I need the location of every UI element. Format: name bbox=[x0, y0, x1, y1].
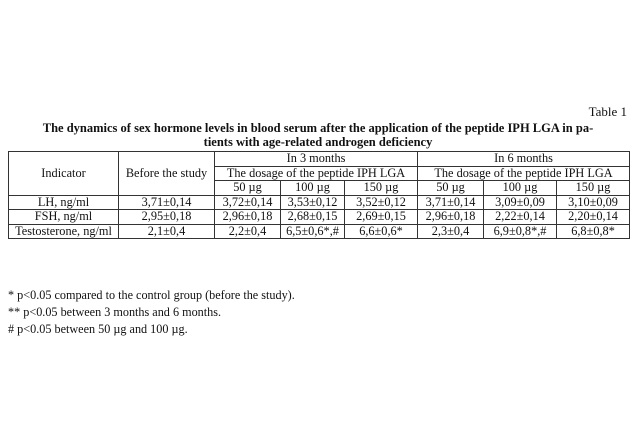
row-indicator: FSH, ng/ml bbox=[9, 210, 119, 225]
table-title-line-1: The dynamics of sex hormone levels in blood serum after the application of the peptide IPH LGA in pa- bbox=[42, 121, 594, 135]
header-before-study: Before the study bbox=[119, 152, 215, 196]
row-value: 3,71±0,14 bbox=[418, 195, 484, 210]
footnotes bbox=[8, 287, 295, 338]
row-value: 6,8±0,8* bbox=[557, 224, 630, 239]
table-row bbox=[9, 195, 630, 210]
table-row bbox=[9, 224, 630, 239]
header-in-6-months: In 6 months bbox=[418, 152, 630, 167]
row-value: 3,09±0,09 bbox=[484, 195, 557, 210]
header-dose: 150 µg bbox=[345, 181, 418, 196]
footnote: ** p<0.05 between 3 months and 6 months. bbox=[8, 305, 222, 319]
table-row bbox=[9, 210, 630, 225]
row-value: 3,52±0,12 bbox=[345, 195, 418, 210]
row-value: 2,96±0,18 bbox=[215, 210, 281, 225]
hormone-table bbox=[8, 151, 630, 239]
header-dose: 100 µg bbox=[484, 181, 557, 196]
row-value: 6,9±0,8*,# bbox=[484, 224, 557, 239]
row-value: 2,22±0,14 bbox=[484, 210, 557, 225]
header-indicator: Indicator bbox=[9, 152, 119, 196]
row-value: 3,10±0,09 bbox=[557, 195, 630, 210]
header-dose: 50 µg bbox=[215, 181, 281, 196]
footnote: * p<0.05 compared to the control group (before the study). bbox=[8, 288, 295, 302]
row-value: 2,68±0,15 bbox=[281, 210, 345, 225]
header-dose: 150 µg bbox=[557, 181, 630, 196]
row-before: 2,95±0,18 bbox=[119, 210, 215, 225]
row-value: 2,3±0,4 bbox=[418, 224, 484, 239]
row-value: 3,53±0,12 bbox=[281, 195, 345, 210]
header-dosage-3-months: The dosage of the peptide IPH LGA bbox=[215, 166, 418, 181]
row-value: 6,6±0,6* bbox=[345, 224, 418, 239]
table-label: Table 1 bbox=[588, 104, 627, 119]
table-title bbox=[10, 121, 626, 149]
header-dose: 100 µg bbox=[281, 181, 345, 196]
row-value: 2,96±0,18 bbox=[418, 210, 484, 225]
row-before: 3,71±0,14 bbox=[119, 195, 215, 210]
row-value: 3,72±0,14 bbox=[215, 195, 281, 210]
row-value: 2,69±0,15 bbox=[345, 210, 418, 225]
header-row-1 bbox=[9, 152, 630, 167]
header-dose: 50 µg bbox=[418, 181, 484, 196]
table-title-line-2: tients with age-related androgen deficiency bbox=[203, 135, 433, 149]
row-value: 6,5±0,6*,# bbox=[281, 224, 345, 239]
header-in-3-months: In 3 months bbox=[215, 152, 418, 167]
footnote: # p<0.05 between 50 µg and 100 µg. bbox=[8, 322, 188, 336]
row-indicator: LH, ng/ml bbox=[9, 195, 119, 210]
row-indicator: Testosterone, ng/ml bbox=[9, 224, 119, 239]
header-dosage-6-months: The dosage of the peptide IPH LGA bbox=[418, 166, 630, 181]
row-value: 2,20±0,14 bbox=[557, 210, 630, 225]
row-value: 2,2±0,4 bbox=[215, 224, 281, 239]
row-before: 2,1±0,4 bbox=[119, 224, 215, 239]
